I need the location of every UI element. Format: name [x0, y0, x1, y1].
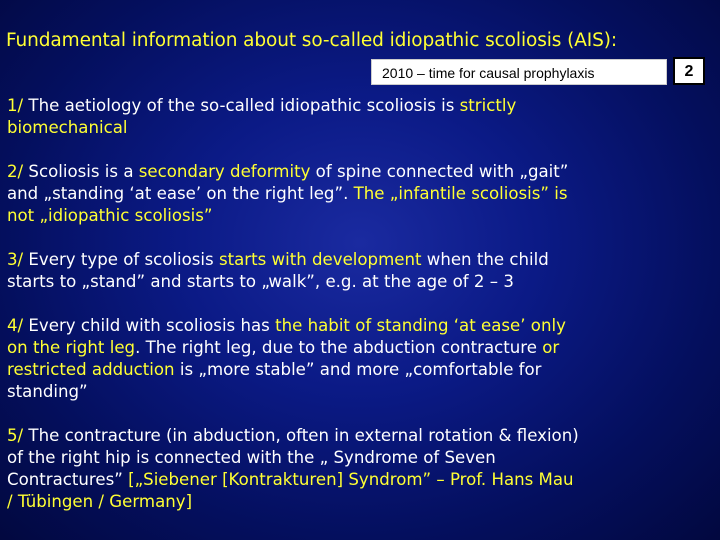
point-2 [7, 161, 717, 227]
point-line [7, 161, 717, 183]
body-text: is „more stable” and more „comfortable for [174, 360, 542, 379]
body-text: standing” [7, 382, 88, 401]
body-text: Contractures” [7, 470, 129, 489]
point-line [7, 249, 717, 271]
point-line [7, 447, 717, 469]
point-number: 2/ [7, 162, 24, 181]
point-line [7, 205, 717, 227]
highlighted-text: or [542, 338, 560, 357]
point-line [7, 337, 717, 359]
point-number: 4/ [7, 316, 24, 335]
highlighted-text: The „infantile scoliosis” is [353, 184, 568, 203]
highlighted-text: [„Siebener [Kontrakturen] Syndrom” – Prof. Hans Mau [128, 470, 574, 489]
highlighted-text: strictly [459, 96, 517, 115]
date-banner: 2010 – time for causal prophylaxis [371, 59, 667, 85]
highlighted-text: biomechanical [7, 118, 128, 137]
point-4 [7, 315, 717, 403]
points-list [7, 95, 717, 535]
highlighted-text: the habit of standing ‘at ease’ only [275, 316, 566, 335]
highlighted-text: on the right leg [7, 338, 136, 357]
body-text: . The right leg, due to the abduction contracture [135, 338, 543, 357]
point-line [7, 359, 717, 381]
body-text: when the child [421, 250, 549, 269]
highlighted-text: / Tübingen / Germany] [7, 492, 193, 511]
highlighted-text: restricted adduction [7, 360, 175, 379]
point-line [7, 315, 717, 337]
point-number: 1/ [7, 96, 24, 115]
point-line [7, 183, 717, 205]
point-3 [7, 249, 717, 293]
body-text: and „standing ‘at ease’ on the right leg”. [7, 184, 354, 203]
point-number: 3/ [7, 250, 24, 269]
highlighted-text: not „idiopathic scoliosis” [7, 206, 213, 225]
point-1 [7, 95, 717, 139]
body-text: The aetiology of the so-called idiopathic scoliosis is [23, 96, 460, 115]
point-5 [7, 425, 717, 513]
point-line [7, 425, 717, 447]
point-number: 5/ [7, 426, 24, 445]
slide-title: Fundamental information about so-called idiopathic scoliosis (AIS): [6, 30, 618, 51]
body-text: Every child with scoliosis has [23, 316, 276, 335]
point-line [7, 271, 717, 293]
point-line [7, 381, 717, 403]
point-line [7, 117, 717, 139]
body-text: of the right hip is connected with the „ Syndrome of Seven [7, 448, 496, 467]
body-text: starts to „stand” and starts to „walk”, e.g. at the age of 2 – 3 [7, 272, 514, 291]
point-line [7, 95, 717, 117]
body-text: The contracture (in abduction, often in external rotation & flexion) [23, 426, 579, 445]
highlighted-text: starts with development [218, 250, 422, 269]
point-line [7, 491, 717, 513]
body-text: of spine connected with „gait” [310, 162, 569, 181]
highlighted-text: secondary deformity [138, 162, 311, 181]
slide-number-badge: 2 [673, 57, 705, 85]
point-line [7, 469, 717, 491]
body-text: Every type of scoliosis [23, 250, 219, 269]
body-text: Scoliosis is a [23, 162, 139, 181]
